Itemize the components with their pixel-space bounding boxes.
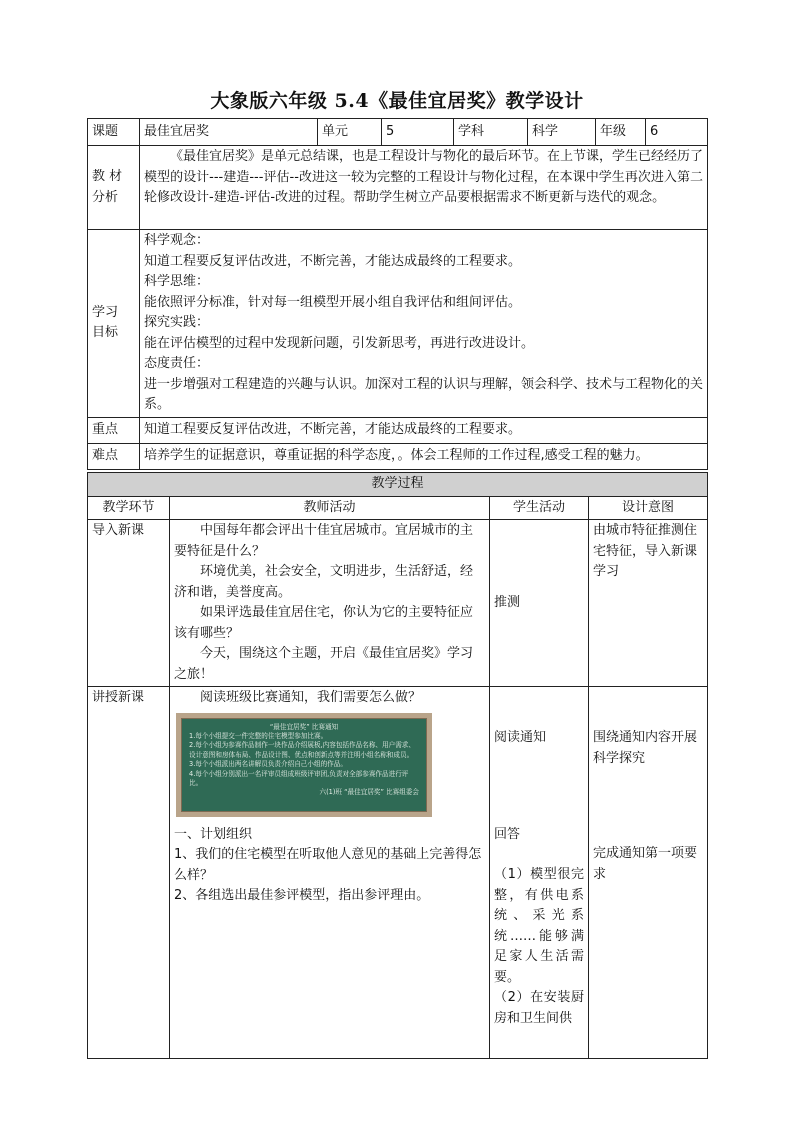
notice-title: “最佳宜居奖” 比赛通知 <box>269 722 339 731</box>
question-1: 1、我们的住宅模型在听取他人意见的基础上完善得怎么样？ <box>174 847 482 883</box>
topic-label: 课题 <box>88 119 140 146</box>
grade-label: 年级 <box>596 119 646 146</box>
question-2: 2、各组选出最佳参评模型，指出参评理由。 <box>174 888 430 903</box>
plan-title: 一、计划组织 <box>174 826 253 842</box>
notice-item: 3.每个小组派出两名讲解员负责介绍自己小组的作品。 <box>189 760 347 769</box>
teacher-paragraph: 环境优美，社会安全，文明进步，生活舒适，经济和谐，美誉度高。 <box>174 564 474 600</box>
analysis-text: 《最佳宜居奖》是单元总结课，也是工程设计与物化的最后环节。在上节课，学生已经经历了模型的设计---建造---评估--改进这一较为完整的工程设计与物化过程，在本课中学生再次进入第二轮修改设计-建造-评估-改进的过程。帮助学生树立产品要根据需求不断更新与迭代的观念。 <box>140 146 708 230</box>
process-section-title: 教学过程 <box>88 473 708 497</box>
goal-line: 探究实践： <box>144 315 210 330</box>
intent-1: 围绕通知内容开展科学探究 <box>593 730 698 766</box>
header-row <box>88 119 708 146</box>
goal-line: 能在评估模型的过程中发现新问题，引发新思考，再进行改进设计。 <box>144 335 535 351</box>
analysis-label: 教 材 分析 <box>88 146 140 230</box>
intent-2: 完成通知第一项要求 <box>593 846 698 882</box>
teacher-paragraph: 中国每年都会评出十佳宜居城市。宜居城市的主要特征是什么？ <box>174 523 474 559</box>
key-label: 重点 <box>88 417 140 443</box>
unit-label: 单元 <box>318 119 382 146</box>
teacher-paragraph: 阅读班级比赛通知，我们需要怎么做？ <box>200 690 422 705</box>
unit-value: 5 <box>382 119 454 146</box>
analysis-row <box>88 146 708 230</box>
lecture-design-intent <box>589 687 708 1059</box>
topic-value: 最佳宜居奖 <box>140 119 318 146</box>
page-title: 大象版六年级 5.4《最佳宜居奖》教学设计 <box>210 90 584 112</box>
intro-stage: 导入新课 <box>88 520 170 687</box>
goal-line: 知道工程要反复评估改进，不断完善，才能达成最终的工程要求。 <box>144 253 522 269</box>
grade-value: 6 <box>646 119 708 146</box>
column-header: 设计意图 <box>589 496 708 520</box>
teacher-paragraph: 今天，围绕这个主题，开启《最佳宜居奖》学习之旅！ <box>174 646 474 682</box>
lecture-row <box>88 687 708 1059</box>
intro-student-activity: 推测 <box>490 520 589 687</box>
goal-line: 科学思维： <box>144 274 210 289</box>
key-row <box>88 417 708 443</box>
goal-line: 态度责任： <box>144 356 210 371</box>
difficulty-text: 培养学生的证据意识，尊重证据的科学态度，。体会工程师的工作过程,感受工程的魅力。 <box>140 443 708 469</box>
intro-teacher-activity <box>170 520 490 687</box>
goal-line: 进一步增强对工程建造的兴趣与认识。加深对工程的认识与理解，领会科学、技术与工程物化的关系。 <box>144 376 704 412</box>
goals-label: 学习 目标 <box>88 230 140 418</box>
key-text: 知道工程要反复评估改进，不断完善，才能达成最终的工程要求。 <box>140 417 708 443</box>
subject-label: 学科 <box>454 119 528 146</box>
process-section-row <box>88 473 708 497</box>
column-header: 教师活动 <box>170 496 490 520</box>
lecture-teacher-activity <box>170 687 490 1059</box>
process-header-row <box>88 496 708 520</box>
goal-line: 科学观念： <box>144 233 210 248</box>
goal-line: 能依照评分标准，针对每一组模型开展小组自我评估和组间评估。 <box>144 294 522 310</box>
intro-design-intent: 由城市特征推测住宅特征，导入新课学习 <box>589 520 708 687</box>
intro-row <box>88 520 708 687</box>
student-answer-1: （1）模型很完整，有供电系统、采光系统……能够满足家人生活需要。 <box>494 867 584 985</box>
lecture-stage: 讲授新课 <box>88 687 170 1059</box>
notice-item: 2.每个小组为参赛作品制作一块作品介绍展板,内容包括作品名称、用户需求、设计意图和房体布局、作品设计图、优点和创新点等并注明小组名称和成员。 <box>189 741 415 759</box>
goals-text <box>140 230 708 418</box>
teaching-process-table <box>87 472 708 1059</box>
goals-row <box>88 230 708 418</box>
column-header: 教学环节 <box>88 496 170 520</box>
notice-item: 4.每个小组分别派出一名评审员组成班级评审团,负责对全部参赛作品进行评比。 <box>189 769 409 787</box>
difficulty-row <box>88 443 708 469</box>
column-header: 学生活动 <box>490 496 589 520</box>
notice-blackboard-image <box>176 713 432 817</box>
notice-item: 1.每个小组提交一件完整的住宅模型参加比赛。 <box>189 731 328 740</box>
notice-signature: 六(1)班 “最佳宜居奖” 比赛组委会 <box>319 788 419 797</box>
lecture-student-activity <box>490 687 589 1059</box>
student-read: 阅读通知 <box>494 730 547 745</box>
student-answer-2: （2）在安装厨房和卫生间供 <box>494 990 584 1026</box>
difficulty-label: 难点 <box>88 443 140 469</box>
teacher-paragraph: 如果评选最佳宜居住宅，你认为它的主要特征应该有哪些？ <box>174 605 474 641</box>
lesson-info-table <box>87 118 708 470</box>
student-answer: 回答 <box>494 826 521 842</box>
subject-value: 科学 <box>528 119 596 146</box>
